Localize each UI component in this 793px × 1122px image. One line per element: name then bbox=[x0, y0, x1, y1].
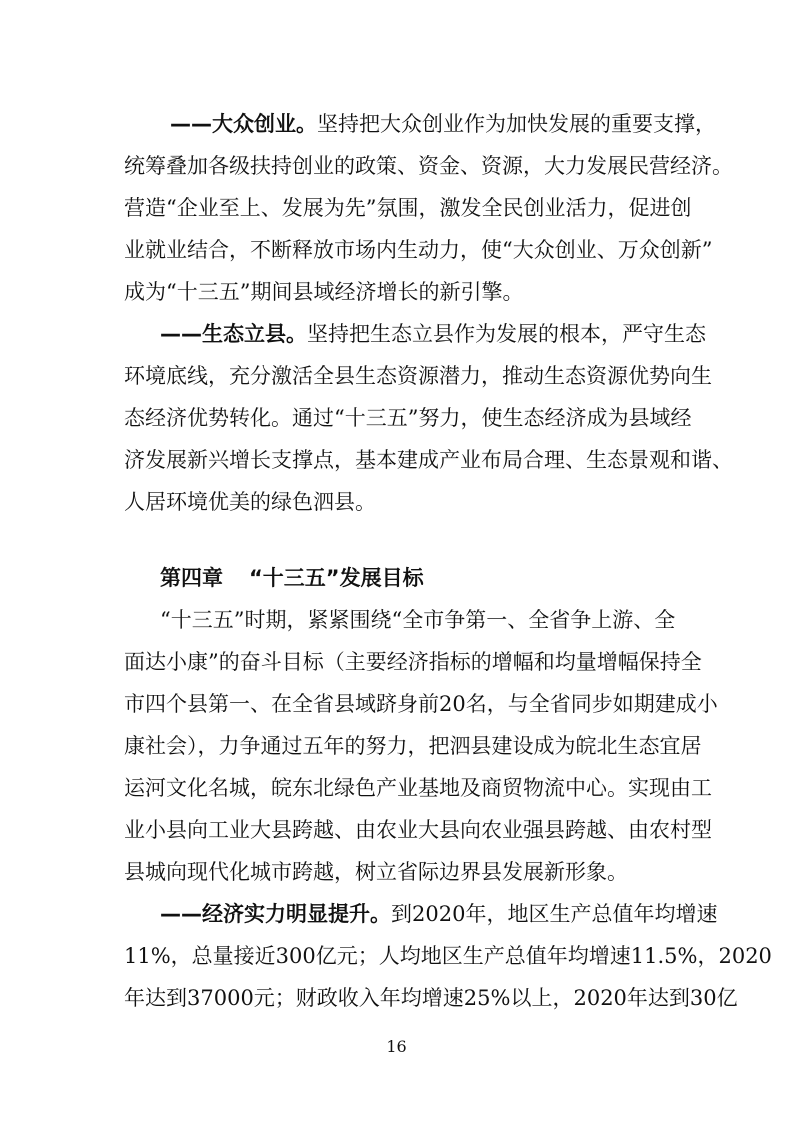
paragraph-line: 态经济优势转化。通过“十三五”努力，使生态经济成为县域经 bbox=[124, 406, 692, 430]
paragraph-lead: ——大众创业。 bbox=[170, 112, 317, 136]
paragraph-lead: ——生态立县。 bbox=[160, 322, 307, 346]
paragraph-lead: ——经济实力明显提升。 bbox=[160, 902, 391, 926]
paragraph-line: 11%，总量接近300亿元；人均地区生产总值年均增速11.5%，2020 bbox=[124, 944, 772, 968]
chapter-number: 第四章 bbox=[160, 566, 223, 590]
paragraph-line: 康社会），力争通过五年的努力，把泗县建设成为皖北生态宜居 bbox=[124, 734, 702, 758]
paragraph-line: 县城向现代化城市跨越，树立省际边界县发展新形象。 bbox=[124, 860, 628, 884]
paragraph-line: 营造“企业至上、发展为先”氛围，激发全民创业活力，促进创 bbox=[124, 196, 692, 220]
paragraph-line: 市四个县第一、在全省县域跻身前20名，与全省同步如期建成小 bbox=[124, 692, 718, 716]
paragraph-line: 年达到37000元；财政收入年均增速25%以上，2020年达到30亿 bbox=[124, 986, 738, 1010]
chapter-heading bbox=[160, 564, 424, 592]
paragraph-text: 坚持把大众创业作为加快发展的重要支撑， bbox=[317, 112, 716, 136]
paragraph-line: “十三五”时期，紧紧围绕“全市争第一、全省争上游、全 bbox=[160, 608, 676, 632]
paragraph-line bbox=[160, 900, 718, 928]
paragraph-line bbox=[160, 320, 706, 348]
paragraph-line: 环境底线，充分激活全县生态资源潜力，推动生态资源优势向生 bbox=[124, 364, 712, 388]
paragraph-line: 人居环境优美的绿色泗县。 bbox=[124, 490, 376, 514]
paragraph-line: 运河文化名城，皖东北绿色产业基地及商贸物流中心。实现由工 bbox=[124, 776, 712, 800]
paragraph-text: 坚持把生态立县作为发展的根本，严守生态 bbox=[307, 322, 706, 346]
paragraph-line: 成为“十三五”期间县域经济增长的新引擎。 bbox=[124, 280, 524, 304]
paragraph-line: 统筹叠加各级扶持创业的政策、资金、资源，大力发展民营经济。 bbox=[124, 154, 733, 178]
paragraph-text: 到2020年，地区生产总值年均增速 bbox=[391, 902, 718, 926]
page-number: 16 bbox=[386, 1037, 407, 1056]
paragraph-line: 济发展新兴增长支撑点，基本建成产业布局合理、生态景观和谐、 bbox=[124, 448, 733, 472]
paragraph-line: 业小县向工业大县跨越、由农业大县向农业强县跨越、由农村型 bbox=[124, 818, 712, 842]
paragraph-line: 面达小康”的奋斗目标（主要经济指标的增幅和均量增幅保持全 bbox=[124, 650, 702, 674]
chapter-title: “十三五”发展目标 bbox=[249, 566, 424, 590]
paragraph-line bbox=[170, 110, 716, 138]
paragraph-line: 业就业结合，不断释放市场内生动力，使“大众创业、万众创新” bbox=[124, 238, 713, 262]
